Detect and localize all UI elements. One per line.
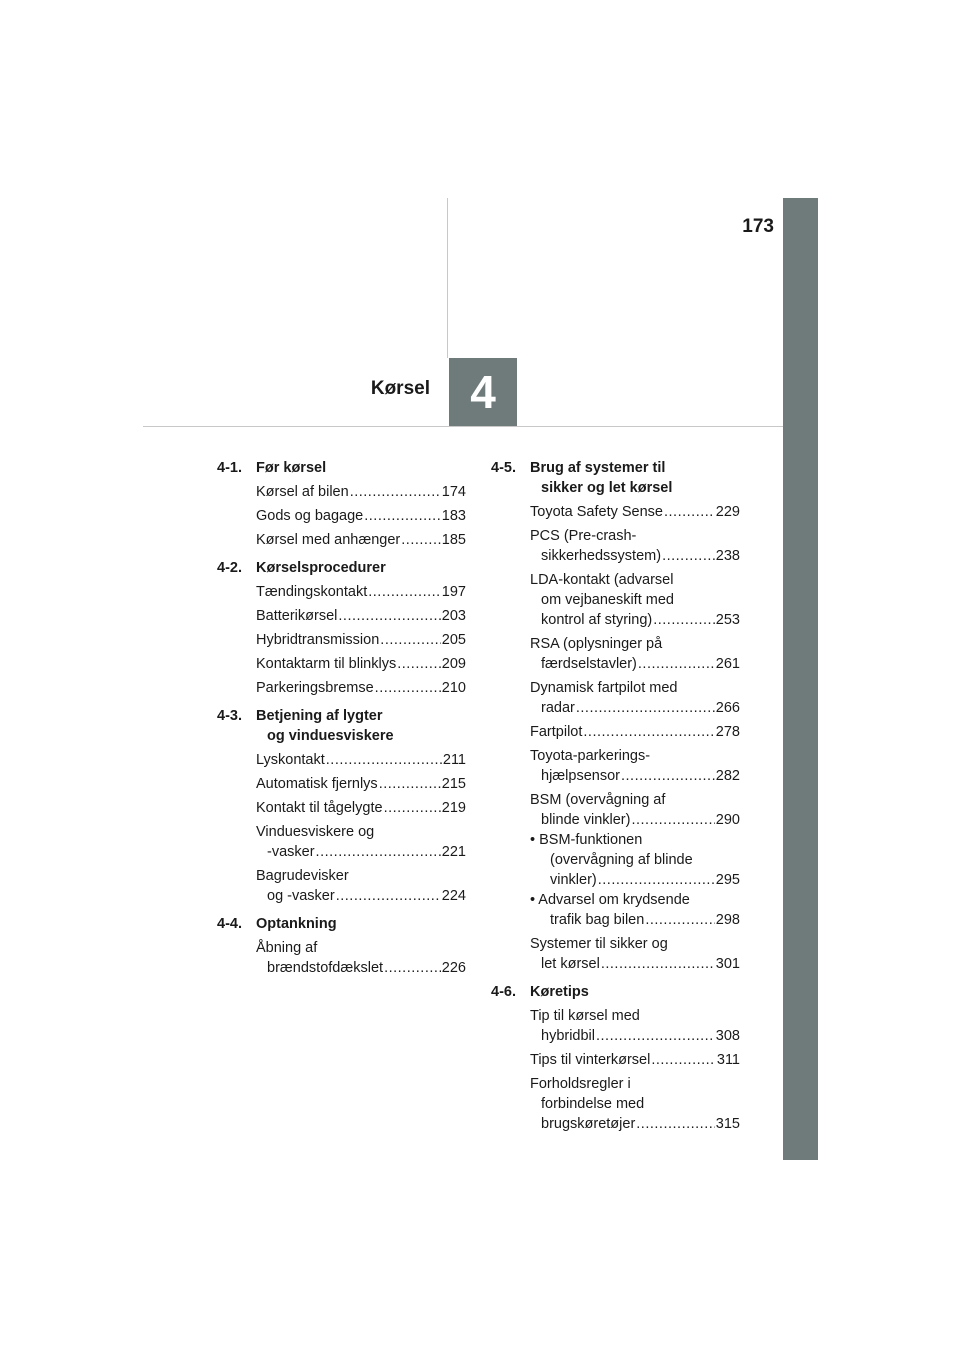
entry-text: sikkerhedssystem) [541, 548, 662, 564]
entry-page-number: 226 [441, 960, 466, 976]
section-heading [491, 458, 740, 498]
entry-text: brændstofdækslet [267, 960, 384, 976]
dot-leader [384, 958, 441, 978]
entry-page-number: 278 [715, 724, 740, 740]
toc-section [217, 558, 466, 698]
section-title-line: og vinduesviskere [267, 728, 394, 744]
entry-text: Kontaktarm til blinklys [256, 656, 397, 672]
toc-entry[interactable] [256, 774, 466, 794]
entry-last-line [530, 698, 740, 718]
toc-entry[interactable] [530, 1006, 740, 1046]
entry-last-line [256, 654, 466, 674]
entry-last-line [256, 774, 466, 794]
entry-text: hjælpsensor [541, 768, 620, 784]
dot-leader [662, 546, 715, 566]
entry-last-line [530, 766, 740, 786]
toc-section [217, 914, 466, 978]
entry-last-line [256, 886, 466, 906]
entry-text: Automatisk fjernlys [256, 776, 378, 792]
dot-leader [397, 654, 441, 674]
dot-leader [638, 654, 715, 674]
entry-page-number: 205 [441, 632, 466, 648]
entry-last-line [256, 582, 466, 602]
section-title [530, 982, 740, 1002]
toc-entry[interactable] [530, 934, 740, 974]
dot-leader [401, 530, 441, 550]
entry-text: Kørsel af bilen [256, 484, 349, 500]
entry-page-number: 215 [441, 776, 466, 792]
entry-text: hybridbil [541, 1028, 595, 1044]
dot-leader [636, 1114, 715, 1134]
dot-leader [583, 722, 714, 742]
section-heading [491, 982, 740, 1002]
entry-text: Tændingskontakt [256, 584, 368, 600]
entry-text: vinkler) [550, 872, 597, 888]
toc-section [491, 982, 740, 1134]
entry-text: -vasker [267, 844, 315, 860]
dot-leader [384, 798, 441, 818]
entry-page-number: 203 [441, 608, 466, 624]
section-title-line: Køretips [530, 984, 589, 1000]
dot-leader [601, 954, 715, 974]
entry-last-line [530, 810, 740, 830]
vertical-divider [447, 198, 448, 358]
toc-entry[interactable] [256, 582, 466, 602]
toc-section [491, 458, 740, 974]
toc-entry[interactable] [530, 1074, 740, 1134]
entry-last-line [256, 842, 466, 862]
entry-text-line: LDA-kontakt (advarsel [530, 572, 674, 588]
toc-section [217, 458, 466, 550]
entry-text: færdselstavler) [541, 656, 637, 672]
entry-text-line: Systemer til sikker og [530, 936, 668, 952]
entry-text: Parkeringsbremse [256, 680, 374, 696]
entry-page-number: 229 [715, 504, 740, 520]
entry-page-number: 266 [715, 700, 740, 716]
entry-page-number: 185 [441, 532, 466, 548]
entry-page-number: 261 [715, 656, 740, 672]
entry-last-line [530, 722, 740, 742]
dot-leader [621, 766, 715, 786]
toc-entry[interactable] [256, 678, 466, 698]
entry-text-line: Bagrudevisker [256, 868, 349, 884]
entry-text-line: PCS (Pre-crash- [530, 528, 637, 544]
section-heading [217, 458, 466, 478]
toc-entry[interactable] [256, 866, 466, 906]
entry-page-number: 253 [715, 612, 740, 628]
entry-text-line: om vejbaneskift med [541, 592, 674, 608]
toc-entry[interactable] [530, 890, 740, 930]
entry-page-number: 183 [441, 508, 466, 524]
entry-text: Lyskontakt [256, 752, 325, 768]
entry-last-line [256, 606, 466, 626]
dot-leader [316, 842, 441, 862]
toc-section [217, 706, 466, 906]
dot-leader [598, 870, 715, 890]
entry-last-line [256, 678, 466, 698]
entry-text: Batterikørsel [256, 608, 338, 624]
entry-last-line [530, 870, 740, 890]
section-number: 4-4. [217, 916, 242, 932]
entry-last-line [530, 1114, 740, 1134]
chapter-title: Kørsel [370, 378, 430, 399]
entry-page-number: 210 [441, 680, 466, 696]
toc-entry[interactable] [256, 798, 466, 818]
section-title [256, 458, 466, 478]
toc-entry[interactable] [530, 678, 740, 718]
dot-leader [653, 610, 715, 630]
dot-leader [651, 1050, 716, 1070]
entry-page-number: 301 [715, 956, 740, 972]
entry-text-line: forbindelse med [541, 1096, 645, 1112]
chapter-side-tab [783, 198, 818, 1160]
entry-last-line [256, 958, 466, 978]
section-title [256, 914, 466, 934]
dot-leader [338, 606, 440, 626]
entry-text-line: RSA (oplysninger på [530, 636, 663, 652]
dot-leader [364, 506, 441, 526]
toc-entry[interactable] [256, 938, 466, 978]
entry-last-line [530, 502, 740, 522]
entry-page-number: 311 [716, 1052, 740, 1068]
entry-page-number: 211 [442, 752, 466, 768]
entry-last-line [530, 1050, 740, 1070]
entry-page-number: 209 [441, 656, 466, 672]
toc-entry[interactable] [256, 630, 466, 650]
section-title-line: Kørselsprocedurer [256, 560, 386, 576]
dot-leader [326, 750, 442, 770]
section-title [256, 558, 466, 578]
entry-page-number: 308 [715, 1028, 740, 1044]
entry-text: Hybridtransmission [256, 632, 380, 648]
section-title-line: Betjening af lygter [256, 708, 383, 724]
entry-text-line: Dynamisk fartpilot med [530, 680, 678, 696]
entry-page-number: 197 [441, 584, 466, 600]
toc-entry[interactable] [256, 822, 466, 862]
entry-last-line [530, 610, 740, 630]
toc-entry[interactable] [530, 830, 740, 890]
section-number: 4-5. [491, 460, 516, 476]
entry-last-line [256, 630, 466, 650]
entry-text-line: BSM (overvågning af [530, 792, 666, 808]
entry-text: Tips til vinterkørsel [530, 1052, 651, 1068]
entry-page-number: 174 [441, 484, 466, 500]
entry-last-line [530, 1026, 740, 1046]
dot-leader [375, 678, 441, 698]
entry-last-line [256, 750, 466, 770]
toc-entry[interactable] [530, 790, 740, 830]
dot-leader [336, 886, 441, 906]
toc-entry[interactable] [256, 530, 466, 550]
section-title-line: Optankning [256, 916, 337, 932]
entry-text-line: Forholdsregler i [530, 1076, 631, 1092]
chapter-number-box: 4 [449, 358, 517, 426]
entry-last-line [256, 530, 466, 550]
dot-leader [645, 910, 714, 930]
toc-entry[interactable] [530, 722, 740, 742]
toc-entry[interactable] [530, 526, 740, 566]
entry-last-line [530, 654, 740, 674]
section-number: 4-1. [217, 460, 242, 476]
entry-text-line: • Advarsel om krydsende [530, 892, 690, 908]
section-number: 4-2. [217, 560, 242, 576]
entry-page-number: 290 [715, 812, 740, 828]
dot-leader [380, 630, 441, 650]
section-number: 4-3. [217, 708, 242, 724]
section-heading [217, 706, 466, 746]
entry-text: radar [541, 700, 575, 716]
entry-text: kontrol af styring) [541, 612, 653, 628]
entry-text: Fartpilot [530, 724, 583, 740]
toc-entry[interactable] [530, 1050, 740, 1070]
toc-entry[interactable] [530, 570, 740, 630]
page-number: 173 [742, 216, 774, 237]
toc-entry[interactable] [256, 750, 466, 770]
dot-leader [596, 1026, 715, 1046]
entry-last-line [256, 506, 466, 526]
dot-leader [631, 810, 714, 830]
entry-text: Gods og bagage [256, 508, 364, 524]
entry-page-number: 282 [715, 768, 740, 784]
entry-text-line: Åbning af [256, 940, 318, 956]
toc-entry[interactable] [530, 746, 740, 786]
entry-page-number: 221 [441, 844, 466, 860]
entry-text: Kørsel med anhænger [256, 532, 401, 548]
dot-leader [576, 698, 715, 718]
toc-entry[interactable] [256, 606, 466, 626]
entry-last-line [256, 798, 466, 818]
section-title [256, 706, 466, 746]
entry-page-number: 224 [441, 888, 466, 904]
dot-leader [379, 774, 441, 794]
toc-left-column [217, 458, 466, 986]
entry-text-line: • BSM-funktionen [530, 832, 643, 848]
entry-page-number: 295 [715, 872, 740, 888]
entry-text: Kontakt til tågelygte [256, 800, 383, 816]
section-heading [217, 558, 466, 578]
entry-text: blinde vinkler) [541, 812, 631, 828]
entry-page-number: 298 [715, 912, 740, 928]
entry-last-line [256, 482, 466, 502]
section-title [530, 458, 740, 498]
entry-page-number: 219 [441, 800, 466, 816]
entry-text-line: Toyota-parkerings- [530, 748, 651, 764]
entry-text: trafik bag bilen [550, 912, 645, 928]
toc-entry[interactable] [256, 506, 466, 526]
toc-entry[interactable] [530, 502, 740, 522]
section-title-line: Før kørsel [256, 460, 327, 476]
section-number: 4-6. [491, 984, 516, 1000]
toc-entry[interactable] [256, 654, 466, 674]
toc-right-column [491, 458, 740, 1142]
section-heading [217, 914, 466, 934]
section-title-line: Brug af systemer til [530, 460, 666, 476]
entry-page-number: 315 [715, 1116, 740, 1132]
entry-text: brugskøretøjer [541, 1116, 636, 1132]
entry-page-number: 238 [715, 548, 740, 564]
dot-leader [350, 482, 441, 502]
entry-text-line: Vinduesviskere og [256, 824, 375, 840]
entry-text: og -vasker [267, 888, 335, 904]
entry-text: let kørsel [541, 956, 600, 972]
toc-entry[interactable] [530, 634, 740, 674]
horizontal-divider [143, 426, 783, 427]
dot-leader [664, 502, 715, 522]
toc-entry[interactable] [256, 482, 466, 502]
entry-last-line [530, 910, 740, 930]
section-title-line: sikker og let kørsel [541, 480, 673, 496]
dot-leader [368, 582, 441, 602]
entry-last-line [530, 546, 740, 566]
entry-text-line: (overvågning af blinde [550, 852, 693, 868]
entry-text: Toyota Safety Sense [530, 504, 663, 520]
entry-text-line: Tip til kørsel med [530, 1008, 640, 1024]
entry-last-line [530, 954, 740, 974]
